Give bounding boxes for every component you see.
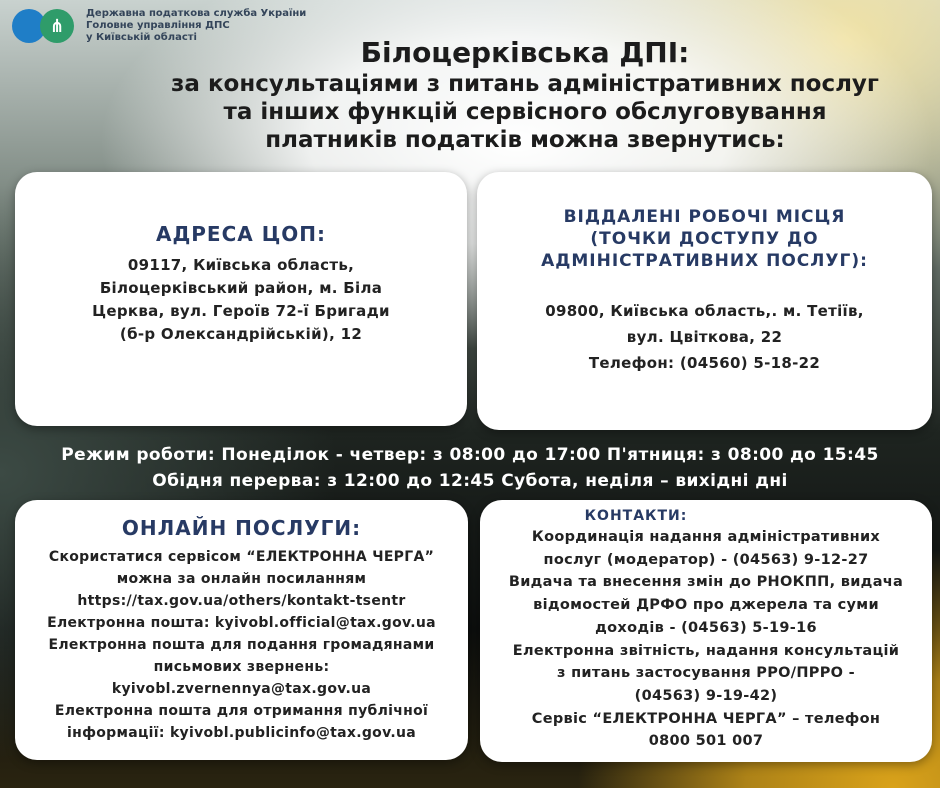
- online-services-card: [15, 500, 468, 760]
- title-main: Білоцерківська ДПІ:: [360, 36, 690, 69]
- remote-workplaces-card: [477, 172, 932, 430]
- contacts-card: [480, 500, 932, 762]
- title-line-2: та інших функцій сервісного обслуговування: [223, 99, 827, 125]
- contact-line: послуг (модератор) - (04563) 9-12-27: [543, 551, 869, 568]
- online-line: Скористатися сервісом “ЕЛЕКТРОННА ЧЕРГА”: [48, 549, 435, 565]
- contacts-text: [480, 526, 932, 753]
- contact-line: з питань застосування РРО/ПРРО -: [557, 665, 855, 682]
- title-line-3: платників податків можна звернутись:: [265, 127, 785, 153]
- online-email[interactable]: Електронна пошта: kyivobl.official@tax.gov.ua: [47, 615, 436, 631]
- remote-heading-line: АДМІНІСТРАТИВНИХ ПОСЛУГ):: [541, 251, 868, 271]
- online-email[interactable]: kyivobl.zvernennya@tax.gov.ua: [111, 681, 372, 697]
- online-line: можна за онлайн посиланням: [116, 571, 367, 587]
- org-line-3: у Київській області: [86, 32, 197, 43]
- lunch-break: Обідня перерва: з 12:00 до 12:45 Субота, неділя – вихідні дні: [152, 471, 788, 491]
- contact-line: Електронна звітність, надання консультацій: [512, 642, 900, 659]
- address-line: Білоцерківський район, м. Біла: [99, 279, 383, 297]
- page-title: [130, 36, 920, 154]
- contact-line: Видача та внесення змін до РНОКПП, видача: [508, 574, 904, 591]
- org-line-2: Головне управління ДПС: [86, 20, 230, 31]
- address-line: Церква, вул. Героїв 72-ї Бригади: [92, 302, 390, 320]
- online-text: [15, 546, 468, 744]
- contact-line: доходів - (04563) 5-19-16: [595, 619, 817, 636]
- online-line: Електронна пошта для отримання публічної: [54, 703, 429, 719]
- remote-line: вул. Цвіткова, 22: [626, 328, 783, 346]
- address-card: [15, 172, 467, 426]
- org-line-1: Державна податкова служба України: [86, 8, 307, 19]
- remote-line: Телефон: (04560) 5-18-22: [588, 354, 821, 372]
- online-link[interactable]: https://tax.gov.ua/others/kontakt-tsentr: [77, 593, 406, 609]
- online-line: Електронна пошта для подання громадянами: [48, 637, 435, 653]
- working-hours: Режим роботи: Понеділок - четвер: з 08:00 до 17:00 П'ятниця: з 08:00 до 15:45: [61, 445, 879, 465]
- contacts-heading: КОНТАКТИ:: [584, 508, 688, 524]
- contact-line: (04563) 9-19-42): [634, 687, 778, 704]
- remote-heading-line: ВІДДАЛЕНІ РОБОЧІ МІСЦЯ: [563, 207, 846, 227]
- remote-text: [477, 298, 932, 376]
- remote-heading: [477, 206, 932, 272]
- address-heading: АДРЕСА ЦОП:: [155, 222, 327, 246]
- address-line: (б-р Олександрійській), 12: [119, 325, 363, 343]
- contact-phone: 0800 501 007: [648, 733, 764, 750]
- online-email[interactable]: інформації: kyivobl.publicinfo@tax.gov.ua: [67, 725, 416, 741]
- trident-icon: ⋔: [40, 9, 74, 43]
- remote-heading-line: (ТОЧКИ ДОСТУПУ ДО: [590, 229, 819, 249]
- remote-line: 09800, Київська область,. м. Тетіїв,: [545, 302, 864, 320]
- title-line-1: за консультаціями з питань адміністративних послуг: [171, 71, 879, 97]
- address-text: [15, 254, 467, 346]
- address-line: 09117, Київська область,: [127, 256, 355, 274]
- contact-line: відомостей ДРФО про джерела та суми: [533, 597, 879, 614]
- online-line: письмових звернень:: [153, 659, 330, 675]
- contact-line: Сервіс “ЕЛЕКТРОННА ЧЕРГА” – телефон: [531, 710, 881, 727]
- online-heading: ОНЛАЙН ПОСЛУГИ:: [121, 516, 362, 540]
- contact-line: Координація надання адміністративних: [531, 529, 881, 545]
